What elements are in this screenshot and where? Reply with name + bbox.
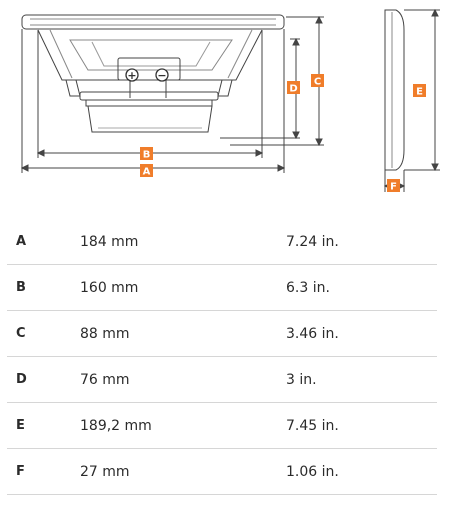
table-row [7, 219, 437, 265]
table-row [7, 357, 437, 403]
dimension-table [7, 219, 437, 495]
minus-terminal-icon [156, 69, 168, 82]
row-inches: 3.46 in. [286, 326, 339, 342]
speaker-edge-view [385, 10, 404, 170]
label-f: F [390, 181, 397, 193]
table-row [7, 265, 437, 311]
svg-text:+: + [127, 69, 137, 82]
row-letter: C [16, 326, 26, 341]
row-letter: E [16, 418, 25, 433]
table-row [7, 403, 437, 449]
row-mm: 160 mm [80, 280, 139, 296]
speaker-basket [38, 30, 262, 80]
svg-text:−: − [157, 69, 167, 82]
row-mm: 184 mm [80, 234, 139, 250]
row-mm: 189,2 mm [80, 418, 152, 434]
table-row [7, 311, 437, 357]
label-b: B [142, 149, 151, 161]
speaker-magnet [80, 92, 218, 100]
label-d: D [289, 83, 298, 95]
row-letter: F [16, 464, 25, 479]
table-row [7, 449, 437, 495]
row-inches: 1.06 in. [286, 464, 339, 480]
plus-terminal-icon [126, 69, 138, 82]
row-mm: 88 mm [80, 326, 130, 342]
speaker-dimension-drawing [0, 0, 472, 210]
label-c: C [313, 76, 322, 88]
row-inches: 6.3 in. [286, 280, 330, 296]
row-inches: 7.24 in. [286, 234, 339, 250]
row-letter: A [16, 234, 27, 249]
row-letter: D [16, 372, 27, 387]
speaker-front-flange [22, 15, 284, 29]
row-inches: 3 in. [286, 372, 317, 388]
row-letter: B [16, 280, 26, 295]
label-e: E [416, 86, 423, 98]
row-mm: 76 mm [80, 372, 130, 388]
label-a: A [142, 166, 151, 178]
row-inches: 7.45 in. [286, 418, 339, 434]
row-mm: 27 mm [80, 464, 130, 480]
